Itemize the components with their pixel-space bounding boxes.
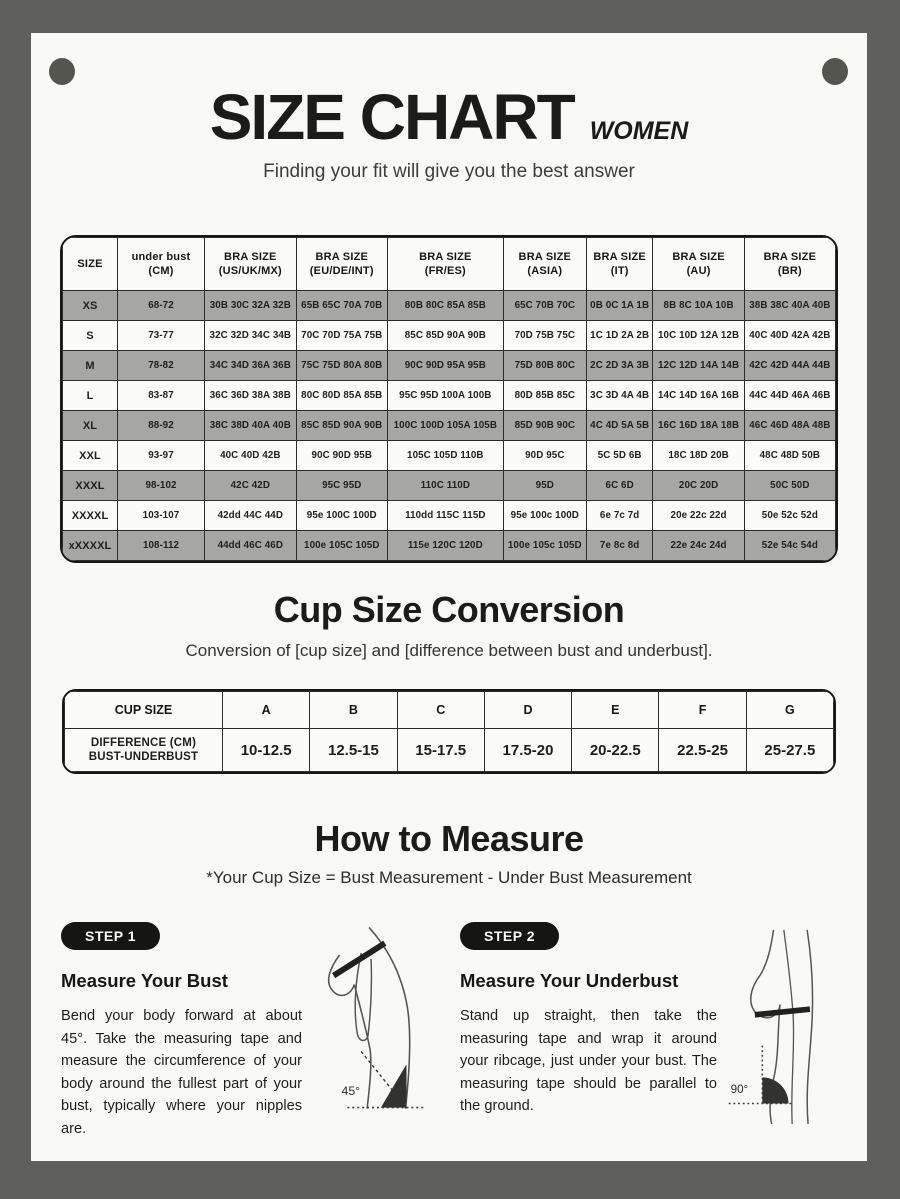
bust-measure-illustration	[310, 922, 438, 1141]
cup-conversion-title: Cup Size Conversion	[273, 589, 625, 630]
difference-value: 10-12.5	[223, 729, 310, 772]
how-to-measure-title: How to Measure	[314, 818, 584, 859]
cup-letter: B	[310, 692, 397, 729]
table-row: S 73-77 32C 32D 34C 34B 70C 70D 75A 75B 85C 85D 90A 90B 70D 75B 75C 1C 1D 2A 2B 10C 10D 12A 12B 40C 40D 42A 42B	[63, 321, 836, 351]
col-header-eu: BRA SIZE (EU/DE/INT)	[296, 238, 387, 291]
angle-45-label: 45°	[341, 1083, 361, 1098]
punch-hole-left-icon	[49, 58, 75, 85]
col-header-fr: BRA SIZE (FR/ES)	[387, 238, 503, 291]
page-subtitle: Finding your fit will give you the best answer	[263, 161, 635, 182]
size-chart-card	[31, 33, 867, 1161]
difference-row-label: DIFFERENCE (CM) BUST-UNDERBUST	[65, 729, 223, 772]
difference-value: 12.5-15	[310, 729, 397, 772]
difference-value: 15-17.5	[397, 729, 484, 772]
table-row: XXXXL 103-107 42dd 44C 44D 95e 100C 100D 110dd 115C 115D 95e 100c 100D 6e 7c 7d 20e 22c 22d 50e 52c 52d	[63, 501, 836, 531]
page-title-audience: WOMEN	[589, 117, 689, 145]
col-header-br: BRA SIZE (BR)	[744, 238, 835, 291]
cup-letter: A	[223, 692, 310, 729]
step-1-heading: Measure Your Bust	[61, 970, 228, 991]
cup-table-header-row	[65, 692, 834, 729]
cup-letter: G	[746, 692, 833, 729]
page-header	[31, 81, 867, 153]
col-header-asia: BRA SIZE (ASIA)	[503, 238, 586, 291]
col-header-size: SIZE	[63, 238, 118, 291]
table-row: M 78-82 34C 34D 36A 36B 75C 75D 80A 80B 90C 90D 95A 95B 75D 80B 80C 2C 2D 3A 3B 12C 12D 14A 14B 42C 42D 44A 44B	[63, 351, 836, 381]
difference-value: 25-27.5	[746, 729, 833, 772]
cup-letter: E	[572, 692, 659, 729]
cup-letter: C	[397, 692, 484, 729]
table-row: xXXXXL 108-112 44dd 46C 46D 100e 105C 105D 115e 120C 120D 100e 105c 105D 7e 8c 8d 22e 24c 24d 52e 54c 54d	[63, 531, 836, 561]
step-1-badge: STEP 1	[61, 922, 160, 950]
step-1-body: Bend your body forward at about 45°. Take the measuring tape and measure the circumference of your body around the fullest part of your bust, typically where your nipples are.	[61, 1008, 302, 1138]
cup-size-label: CUP SIZE	[65, 692, 223, 729]
measure-steps	[31, 922, 867, 1141]
col-header-us: BRA SIZE (US/UK/MX)	[205, 238, 297, 291]
step-2	[460, 922, 837, 1141]
table-row: XL 88-92 38C 38D 40A 40B 85C 85D 90A 90B 100C 100D 105A 105B 85D 90B 90C 4C 4D 5A 5B 16C 16D 18A 18B 46C 46D 48A 48B	[63, 411, 836, 441]
cup-letter: F	[659, 692, 746, 729]
difference-value: 20-22.5	[572, 729, 659, 772]
table-row: XS 68-72 30B 30C 32A 32B 65B 65C 70A 70B 80B 80C 85A 85B 65C 70B 70C 0B 0C 1A 1B 8B 8C 10A 10B 38B 38C 40A 40B	[63, 291, 836, 321]
size-table	[60, 235, 838, 563]
step-2-heading: Measure Your Underbust	[460, 970, 679, 991]
punch-hole-right-icon	[822, 58, 848, 85]
table-row: L 83-87 36C 36D 38A 38B 80C 80D 85A 85B 95C 95D 100A 100B 80D 85B 85C 3C 3D 4A 4B 14C 14D 16A 16B 44C 44D 46A 46B	[63, 381, 836, 411]
underbust-measure-illustration	[725, 922, 837, 1141]
difference-value: 17.5-20	[484, 729, 571, 772]
cup-conversion-table	[62, 689, 836, 774]
col-header-underbust: under bust (CM)	[118, 238, 205, 291]
cup-table-value-row	[65, 729, 834, 772]
size-table-header-row	[63, 238, 836, 291]
cup-size-formula-note: *Your Cup Size = Bust Measurement - Under Bust Measurement	[206, 868, 692, 887]
step-1	[61, 922, 438, 1141]
table-row: XXXL 98-102 42C 42D 95C 95D 110C 110D 95D 6C 6D 20C 20D 50C 50D	[63, 471, 836, 501]
step-2-body: Stand up straight, then take the measuring tape and wrap it around your ribcage, just under your bust. The measuring tape should be parallel to the ground.	[460, 1008, 717, 1115]
table-row: XXL 93-97 40C 40D 42B 90C 90D 95B 105C 105D 110B 90D 95C 5C 5D 6B 18C 18D 20B 48C 48D 50B	[63, 441, 836, 471]
angle-90-label: 90°	[730, 1083, 749, 1097]
step-2-badge: STEP 2	[460, 922, 559, 950]
page-title: SIZE CHART	[209, 81, 574, 153]
cup-conversion-subtitle: Conversion of [cup size] and [difference between bust and underbust].	[185, 641, 713, 660]
col-header-it: BRA SIZE (IT)	[586, 238, 653, 291]
cup-letter: D	[484, 692, 571, 729]
col-header-au: BRA SIZE (AU)	[653, 238, 744, 291]
difference-value: 22.5-25	[659, 729, 746, 772]
